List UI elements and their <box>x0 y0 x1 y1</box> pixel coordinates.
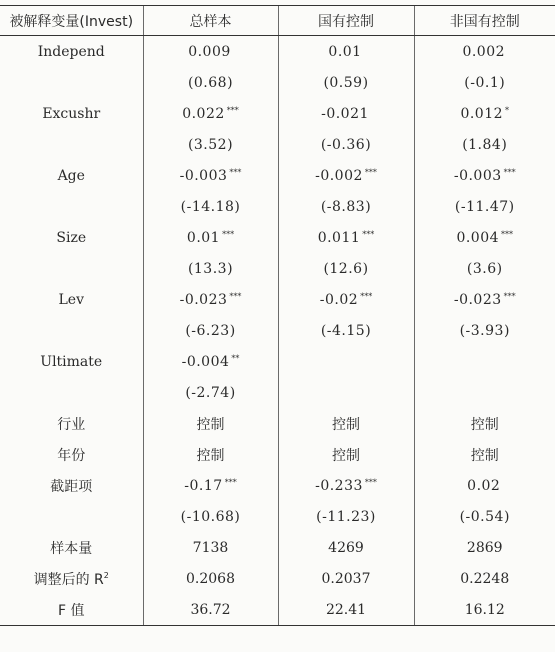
row-ultimate-t <box>0 377 555 408</box>
row-age-coef <box>0 160 555 191</box>
coef-cell: 0.004 *** <box>414 222 555 253</box>
regression-table <box>0 5 555 626</box>
tstat-cell: (-0.36) <box>278 129 414 160</box>
coef-cell: -0.02 *** <box>278 284 414 315</box>
row-size-t <box>0 253 555 284</box>
tstat-cell: (3.6) <box>414 253 555 284</box>
tstat-cell: (-0.1) <box>414 67 555 98</box>
coef-cell: -0.023 *** <box>414 284 555 315</box>
control-cell: 控制 <box>414 439 555 470</box>
tstat-cell: (0.68) <box>143 67 278 98</box>
header-full-sample: 总样本 <box>143 6 278 36</box>
coef-cell: -0.003 *** <box>414 160 555 191</box>
stat-cell: 7138 <box>143 532 278 563</box>
tstat-cell: (-14.18) <box>143 191 278 222</box>
control-cell: 控制 <box>143 439 278 470</box>
control-cell: 控制 <box>414 408 555 439</box>
row-intercept-coef <box>0 470 555 501</box>
row-independ-t <box>0 67 555 98</box>
var-name-age: Age <box>57 167 85 184</box>
row-lev-coef <box>0 284 555 315</box>
stat-name-sample-size: 样本量 <box>50 540 93 557</box>
tstat-cell <box>414 377 555 408</box>
row-excushr-coef <box>0 98 555 129</box>
control-cell: 控制 <box>143 408 278 439</box>
tstat-cell: (-11.23) <box>278 501 414 532</box>
var-name-size: Size <box>56 229 87 246</box>
tstat-cell: (13.3) <box>143 253 278 284</box>
row-age-t <box>0 191 555 222</box>
tstat-cell: (-8.83) <box>278 191 414 222</box>
tstat-cell: (-11.47) <box>414 191 555 222</box>
stat-name-f-value: F 值 <box>0 594 143 626</box>
tstat-cell: (1.84) <box>414 129 555 160</box>
var-name-ultimate: Ultimate <box>40 353 103 370</box>
row-industry-control <box>0 408 555 439</box>
coef-cell: 0.022 *** <box>143 98 278 129</box>
row-year-control <box>0 439 555 470</box>
tstat-cell: (12.6) <box>278 253 414 284</box>
stat-cell: 36.72 <box>143 594 278 626</box>
row-f-value <box>0 594 555 626</box>
row-adjusted-r2 <box>0 563 555 594</box>
header-non-state-controlled: 非国有控制 <box>414 6 555 36</box>
coef-cell: -0.003 *** <box>143 160 278 191</box>
tstat-cell: (-10.68) <box>143 501 278 532</box>
coef-cell: 0.01 <box>278 36 414 68</box>
stat-name-adjusted-r2: 调整后的 $R^2$ <box>33 570 109 588</box>
coef-cell: -0.023 *** <box>143 284 278 315</box>
stat-cell: 2869 <box>414 532 555 563</box>
intercept-name: 截距项 <box>50 478 93 495</box>
coef-cell: 0.01 *** <box>143 222 278 253</box>
tstat-cell: (0.59) <box>278 67 414 98</box>
coef-cell: 0.002 <box>414 36 555 68</box>
stat-cell: 16.12 <box>414 594 555 626</box>
stat-cell: 0.2068 <box>143 563 278 594</box>
stat-cell: 4269 <box>278 532 414 563</box>
header-row <box>0 6 555 36</box>
row-sample-size <box>0 532 555 563</box>
tstat-cell: (-0.54) <box>414 501 555 532</box>
var-name-excushr: Excushr <box>42 105 101 122</box>
stat-cell: 0.2248 <box>414 563 555 594</box>
tstat-cell: (-6.23) <box>143 315 278 346</box>
control-name-year: 年份 <box>57 447 86 464</box>
tstat-cell: (-4.15) <box>278 315 414 346</box>
stat-cell: 0.2037 <box>278 563 414 594</box>
row-independ-coef <box>0 36 555 68</box>
coef-cell: 0.02 <box>414 470 555 501</box>
row-excushr-t <box>0 129 555 160</box>
header-state-controlled: 国有控制 <box>278 6 414 36</box>
tstat-cell: (-2.74) <box>143 377 278 408</box>
coef-cell: 0.012 * <box>414 98 555 129</box>
control-cell: 控制 <box>278 439 414 470</box>
coef-cell: -0.021 <box>278 98 414 129</box>
row-size-coef <box>0 222 555 253</box>
coef-cell <box>278 346 414 377</box>
var-name-independ: Independ <box>37 43 105 60</box>
coef-cell <box>414 346 555 377</box>
coef-cell: -0.004 ** <box>143 346 278 377</box>
coef-cell: -0.233 *** <box>278 470 414 501</box>
coef-cell: 0.011 *** <box>278 222 414 253</box>
var-name-lev: Lev <box>58 291 84 308</box>
coef-cell: -0.17 *** <box>143 470 278 501</box>
stat-cell: 22.41 <box>278 594 414 626</box>
coef-cell: 0.009 <box>143 36 278 68</box>
row-intercept-t <box>0 501 555 532</box>
tstat-cell: (-3.93) <box>414 315 555 346</box>
control-cell: 控制 <box>278 408 414 439</box>
row-ultimate-coef <box>0 346 555 377</box>
tstat-cell: (3.52) <box>143 129 278 160</box>
control-name-industry: 行业 <box>57 416 86 433</box>
tstat-cell <box>278 377 414 408</box>
coef-cell: -0.002 *** <box>278 160 414 191</box>
row-lev-t <box>0 315 555 346</box>
header-dependent-variable: 被解释变量(Invest) <box>0 6 143 36</box>
